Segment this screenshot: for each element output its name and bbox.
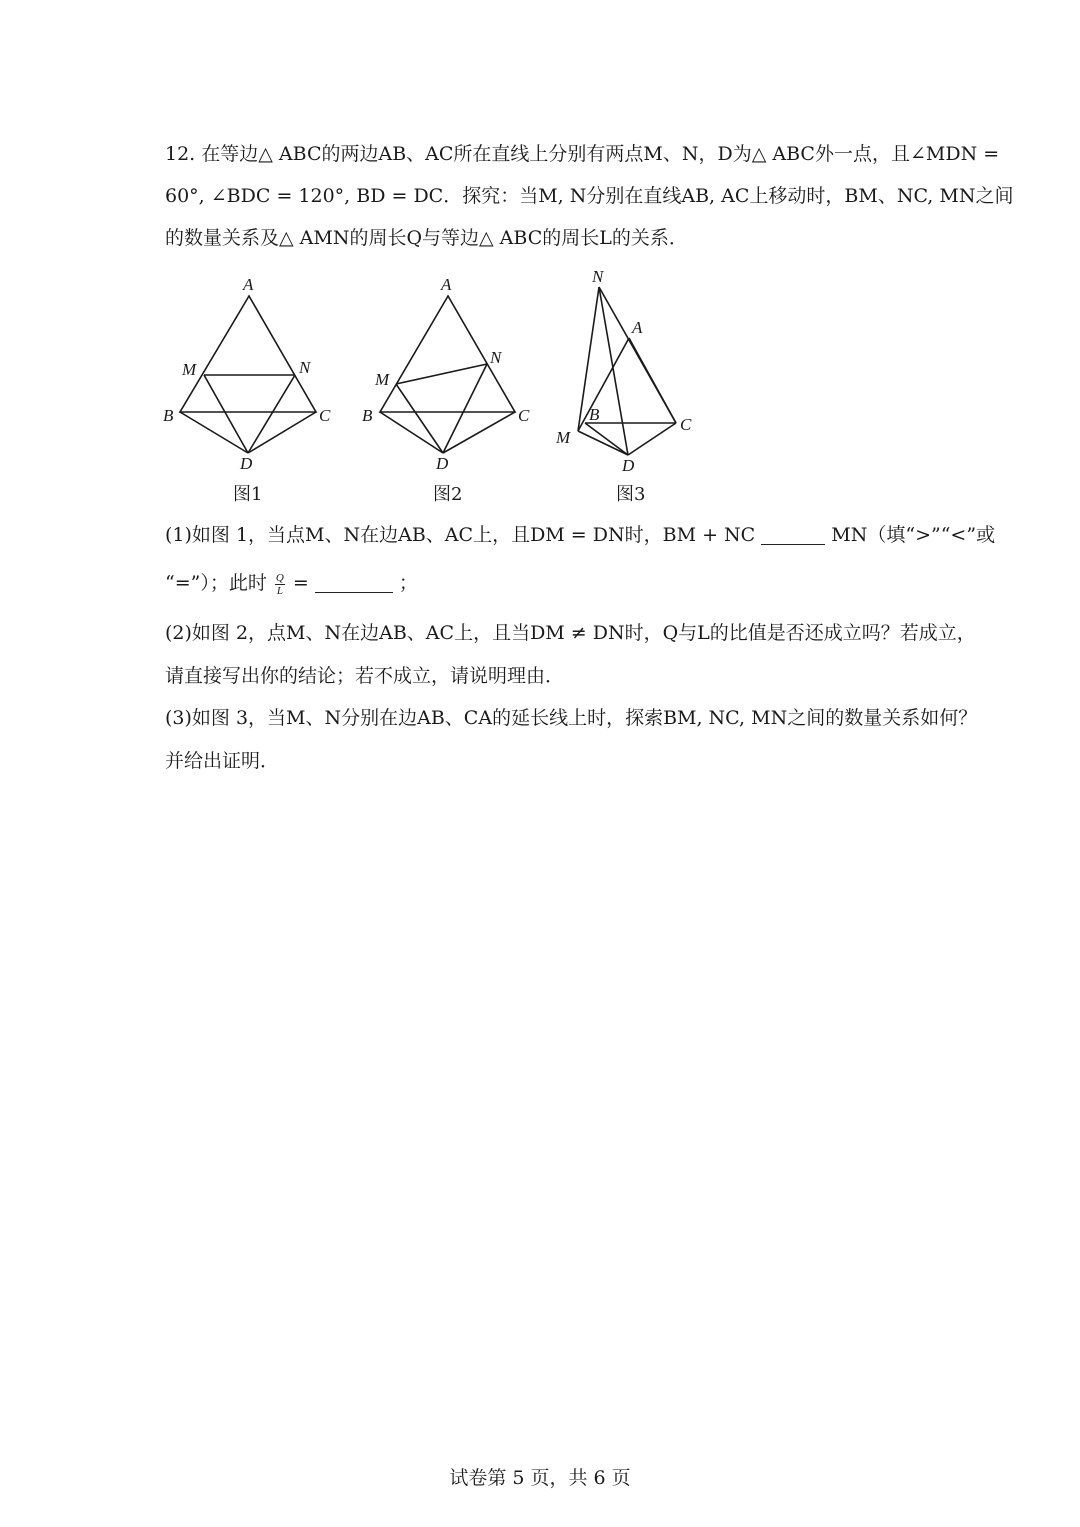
fig2-label-m: M	[375, 370, 390, 389]
figure-1-diagram	[0, 0, 1080, 520]
fig1-label-n: N	[299, 358, 311, 377]
fig1-label-c: C	[319, 406, 331, 425]
fig2-label-d: D	[436, 454, 449, 473]
fig1-caption: 图1	[233, 484, 263, 505]
fig2-label-b: B	[362, 406, 373, 425]
page-footer: 试卷第 5 页，共 6 页	[449, 1467, 631, 1489]
q1-text-e: ；	[398, 572, 418, 594]
problem-line-3: 的数量关系及△ AMN的周长Q与等边△ ABC的周长L的关系．	[165, 227, 688, 249]
fig1-label-a: A	[243, 275, 254, 294]
problem-line-2: 60°, ∠BDC = 120°, BD = DC．探究：当M, N分别在直线AB, AC上移动时，BM、NC, MN之间	[165, 185, 1014, 207]
q1-text-d: =	[292, 572, 309, 594]
q1-line-2	[165, 570, 418, 597]
fig3-label-m: M	[556, 428, 571, 447]
fig2-label-n: N	[490, 348, 502, 367]
q3-line-1: (3)如图 3，当M、N分别在边AB、CA的延长线上时，探索BM, NC, MN之间的数量关系如何？	[165, 707, 978, 729]
fig1-label-b: B	[163, 406, 174, 425]
fraction-q-over-l	[275, 572, 285, 597]
fig3-label-a: A	[632, 318, 643, 337]
q2-line-1: (2)如图 2，点M、N在边AB、AC上，且当DM ≠ DN时，Q与L的比值是否还成立吗？若成立，	[165, 622, 976, 644]
fig3-caption: 图3	[616, 484, 646, 505]
fraction-numerator: Q	[275, 571, 284, 584]
q3-line-2: 并给出证明．	[165, 750, 280, 772]
fig3-label-n: N	[592, 267, 604, 286]
fig1-label-d: D	[240, 454, 253, 473]
q1-text-a: (1)如图 1，当点M、N在边AB、AC上，且DM = DN时，BM + NC	[165, 524, 756, 546]
q1-text-b: MN（填“>”“<”或	[831, 524, 996, 546]
q1-text-c: “=”）；此时	[165, 572, 267, 594]
fraction-denominator: L	[276, 584, 283, 597]
fig3-label-d: D	[622, 456, 635, 475]
fig2-caption: 图2	[433, 484, 463, 505]
q1-line-1	[165, 522, 995, 548]
answer-blank-1[interactable]	[761, 524, 825, 545]
problem-line-1: 12. 在等边△ ABC的两边AB、AC所在直线上分别有两点M、N，D为△ ABC外一点，且∠MDN =	[165, 143, 1000, 165]
fig2-label-c: C	[518, 406, 530, 425]
fig3-label-c: C	[680, 415, 692, 434]
answer-blank-2[interactable]	[315, 572, 393, 593]
q2-line-2: 请直接写出你的结论；若不成立，请说明理由．	[165, 665, 565, 687]
fig1-label-m: M	[182, 360, 197, 379]
fig3-label-b: B	[589, 405, 600, 424]
fig2-label-a: A	[441, 275, 452, 294]
